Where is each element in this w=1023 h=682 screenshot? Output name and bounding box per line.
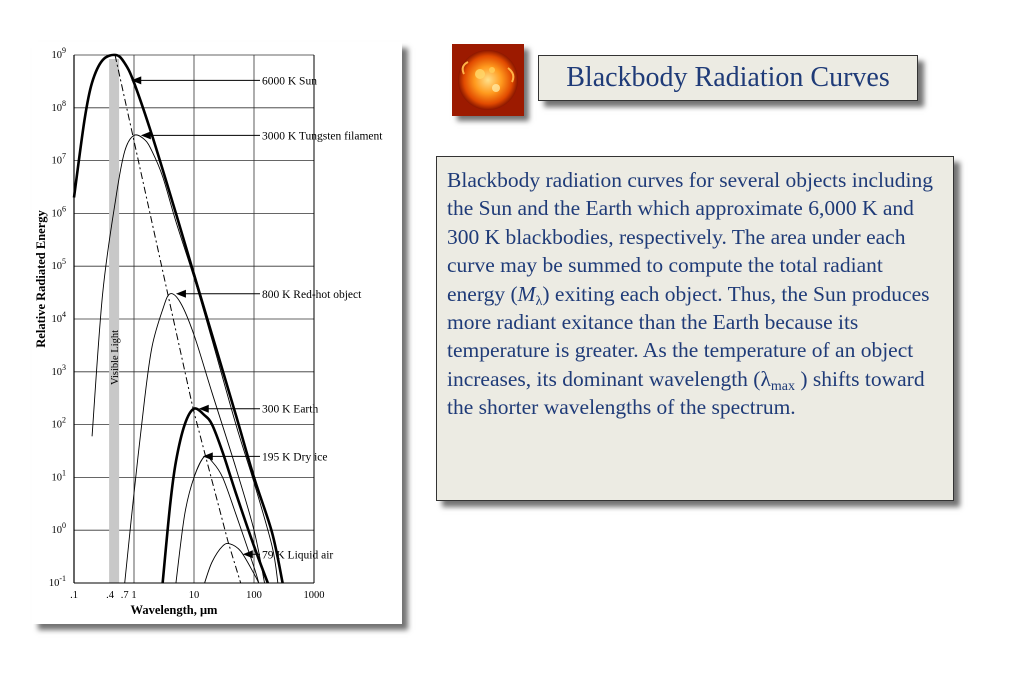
y-tick-label: $10^9$ [51, 46, 66, 61]
radiant-energy-symbol: M [517, 281, 536, 306]
y-tick-label: $10^8$ [51, 98, 66, 114]
title-box [538, 55, 918, 101]
y-tick-label: $10^2$ [51, 415, 66, 431]
x-tick-label: .4 [106, 590, 115, 601]
x-axis-label: Wavelength, μm [130, 603, 218, 617]
radiant-energy-subscript: λ [535, 293, 543, 309]
annotation-label: 3000 K Tungsten filament [262, 130, 383, 143]
y-tick-label: $10^3$ [51, 362, 66, 378]
x-tick-label: 1 [131, 590, 137, 601]
x-tick-label: .1 [70, 590, 78, 601]
y-tick-label: $10^4$ [51, 310, 66, 325]
series-4-curve [176, 456, 259, 583]
series-5-curve [205, 543, 259, 583]
y-tick-label: $10^0$ [51, 521, 66, 537]
blackbody-figure [32, 42, 402, 624]
x-tick-label: 1000 [303, 590, 325, 601]
lambda-symbol: λ [760, 366, 771, 391]
visible-light-label: Visible Light [110, 329, 122, 385]
caption-text [447, 166, 943, 422]
y-tick-label: $10^{-1}$ [48, 574, 66, 589]
lambda-subscript: max [770, 378, 795, 394]
annotation-arrowhead [203, 452, 213, 460]
annotation-label: 6000 K Sun [262, 75, 317, 88]
y-axis-label: Relative Radiated Energy [34, 210, 48, 348]
x-tick-label: 10 [188, 590, 200, 601]
page-title: Blackbody Radiation Curves [566, 62, 890, 93]
annotation-arrowhead [176, 290, 186, 298]
caption-part-1: Blackbody radiation curves for several objects including the Sun and the Earth which approximate 6,000 K and 300 K blackbodies, respectively. The area under each curve may be summed to compute the total radiant energy ( [447, 168, 933, 306]
y-tick-label: $10^7$ [51, 151, 66, 167]
y-tick-label: $10^1$ [51, 468, 66, 484]
annotation-label: 300 K Earth [262, 403, 319, 416]
y-tick-label: $10^5$ [51, 257, 66, 273]
sun-image [452, 44, 524, 116]
annotation-label: 195 K Dry ice [262, 451, 328, 464]
caption-box [436, 156, 954, 501]
blackbody-chart [32, 42, 402, 624]
sun-icon [452, 44, 524, 116]
caption-part-2: ) exiting each object. Thus, the Sun produces more radiant exitance than the Earth because its temperature is greater. As the temperature of an object increases, its dominant wavelength ( [447, 281, 930, 391]
annotation-label: 79 K Liquid air [262, 549, 334, 562]
visible-light-band [109, 59, 122, 583]
caption-part-3: ) shifts toward the shorter wavelengths of the spectrum. [447, 366, 925, 420]
y-tick-label: $10^6$ [51, 204, 66, 220]
x-tick-label: .7 [120, 590, 129, 601]
annotation-label: 800 K Red-hot object [262, 288, 362, 301]
x-tick-label: 100 [246, 590, 262, 601]
